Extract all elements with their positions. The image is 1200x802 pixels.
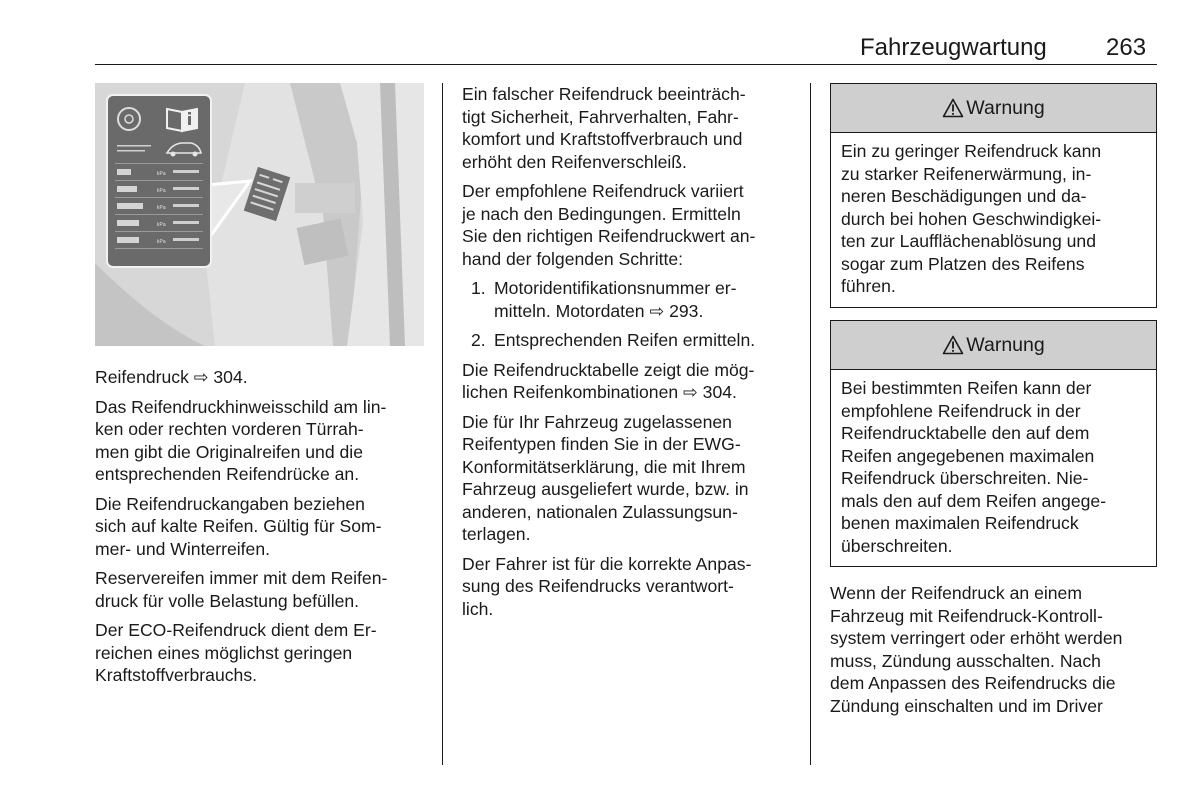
warning-title: Warnung (966, 96, 1045, 119)
label-unit-text: kPa (157, 171, 166, 177)
column-divider (810, 83, 811, 765)
list-item (462, 277, 797, 322)
warning-header (831, 321, 1156, 370)
paragraph: Die Reifendruckangaben beziehen sich auf kalte Reifen. Gültig für Som- mer- und Winterreifen. (95, 493, 382, 559)
column-1 (95, 366, 430, 694)
label-unit-text: kPa (157, 222, 166, 228)
paragraph: Der Fahrer ist für die korrekte Anpas- sung des Reifendrucks verantwort- lich. (462, 553, 752, 619)
label-unit-text: kPa (157, 239, 166, 245)
warning-box (830, 320, 1157, 567)
paragraph: Der ECO-Reifendruck dient dem Er- reichen eines möglichst geringen Kraftstoffverbrauchs. (95, 620, 377, 685)
header-rule (95, 64, 1157, 65)
paragraph: Die für Ihr Fahrzeug zugelassenen Reifentypen finden Sie in der EWG- Konformitätserklärung, die mit Ihrem Fahrzeug ausgeliefert wurde, bzw. in anderen, nationalen Zulassungsun- terlagen. (462, 411, 749, 544)
step-number: 2. (471, 330, 486, 350)
column-divider (442, 83, 443, 765)
warning-header (831, 84, 1156, 133)
paragraph: Ein falscher Reifendruck beeinträch- tigt Sicherheit, Fahrverhalten, Fahr- komfort und Kraftstoffverbrauch und erhöht den Reifenverschleiß. (462, 84, 746, 172)
load-symbol-icon (117, 169, 131, 175)
paragraph: Reservereifen immer mit dem Reifen- druck für volle Belastung befüllen. (95, 568, 388, 611)
load-symbol-icon (117, 203, 143, 209)
pressure-value-mark (173, 204, 199, 207)
page-header-title: Fahrzeugwartung (860, 34, 1047, 61)
warning-triangle-icon (942, 335, 964, 355)
load-symbol-icon (117, 237, 139, 243)
pressure-value-mark (173, 221, 199, 224)
paragraph: Das Reifendruckhinweisschild am lin- ken oder rechten vorderen Türrah- men gibt die Originalreifen und die entsprechenden Reifendrücke an. (95, 396, 387, 484)
load-symbol-icon (117, 186, 137, 192)
warning-text: Bei bestimmten Reifen kann der empfohlene Reifendruck in der Reifendrucktabelle den auf dem Reifen angegebenen maximalen Reifendruck überschreiten. Nie- mals den auf dem Reifen angege- benen maximalen Reifendruck überschreiten. (841, 378, 1107, 556)
column-3 (830, 582, 1160, 724)
warning-text: Ein zu geringer Reifendruck kann zu starker Reifenerwärmung, in- neren Beschädigungen und da- durch bei hohen Geschwindigkei- ten zur Laufflächenablösung und sogar zum Platzen des Reifens führen. (841, 141, 1102, 296)
door-frame-illustration (95, 83, 424, 346)
paragraph: Der empfohlene Reifendruck variiert je nach den Bedingungen. Ermitteln Sie den richtigen Reifendruckwert an- hand der folgenden Schritte: (462, 181, 756, 269)
steps-list (462, 277, 797, 352)
label-unit-text: kPa (157, 188, 166, 194)
page-number: 263 (1106, 34, 1147, 61)
step-text: Entsprechenden Reifen ermitteln. (494, 330, 756, 350)
pressure-value-mark (173, 187, 199, 190)
paragraph: Wenn der Reifendruck an einem Fahrzeug mit Reifendruck-Kontroll- system verringert oder erhöht werden muss, Zündung ausschalten. Nach dem Anpassen des Reifendrucks die Zündung einschalten und im Driver (830, 583, 1123, 716)
tire-pressure-label-figure (95, 83, 424, 346)
column-2 (462, 83, 797, 627)
warning-box (830, 83, 1157, 308)
load-symbol-icon (117, 220, 139, 226)
step-number: 1. (471, 278, 486, 298)
paragraph: Die Reifendrucktabelle zeigt die mög- lichen Reifenkombinationen ⇨ 304. (462, 359, 755, 402)
warning-triangle-icon (942, 98, 964, 118)
label-unit-text: kPa (157, 205, 166, 211)
warning-title: Warnung (966, 333, 1045, 356)
pressure-value-mark (173, 170, 199, 173)
paragraph: Reifendruck ⇨ 304. (95, 367, 248, 387)
list-item (462, 329, 797, 352)
pressure-value-mark (173, 238, 199, 241)
step-text: Motoridentifikationsnummer er- mitteln. Motordaten ⇨ 293. (494, 278, 737, 321)
